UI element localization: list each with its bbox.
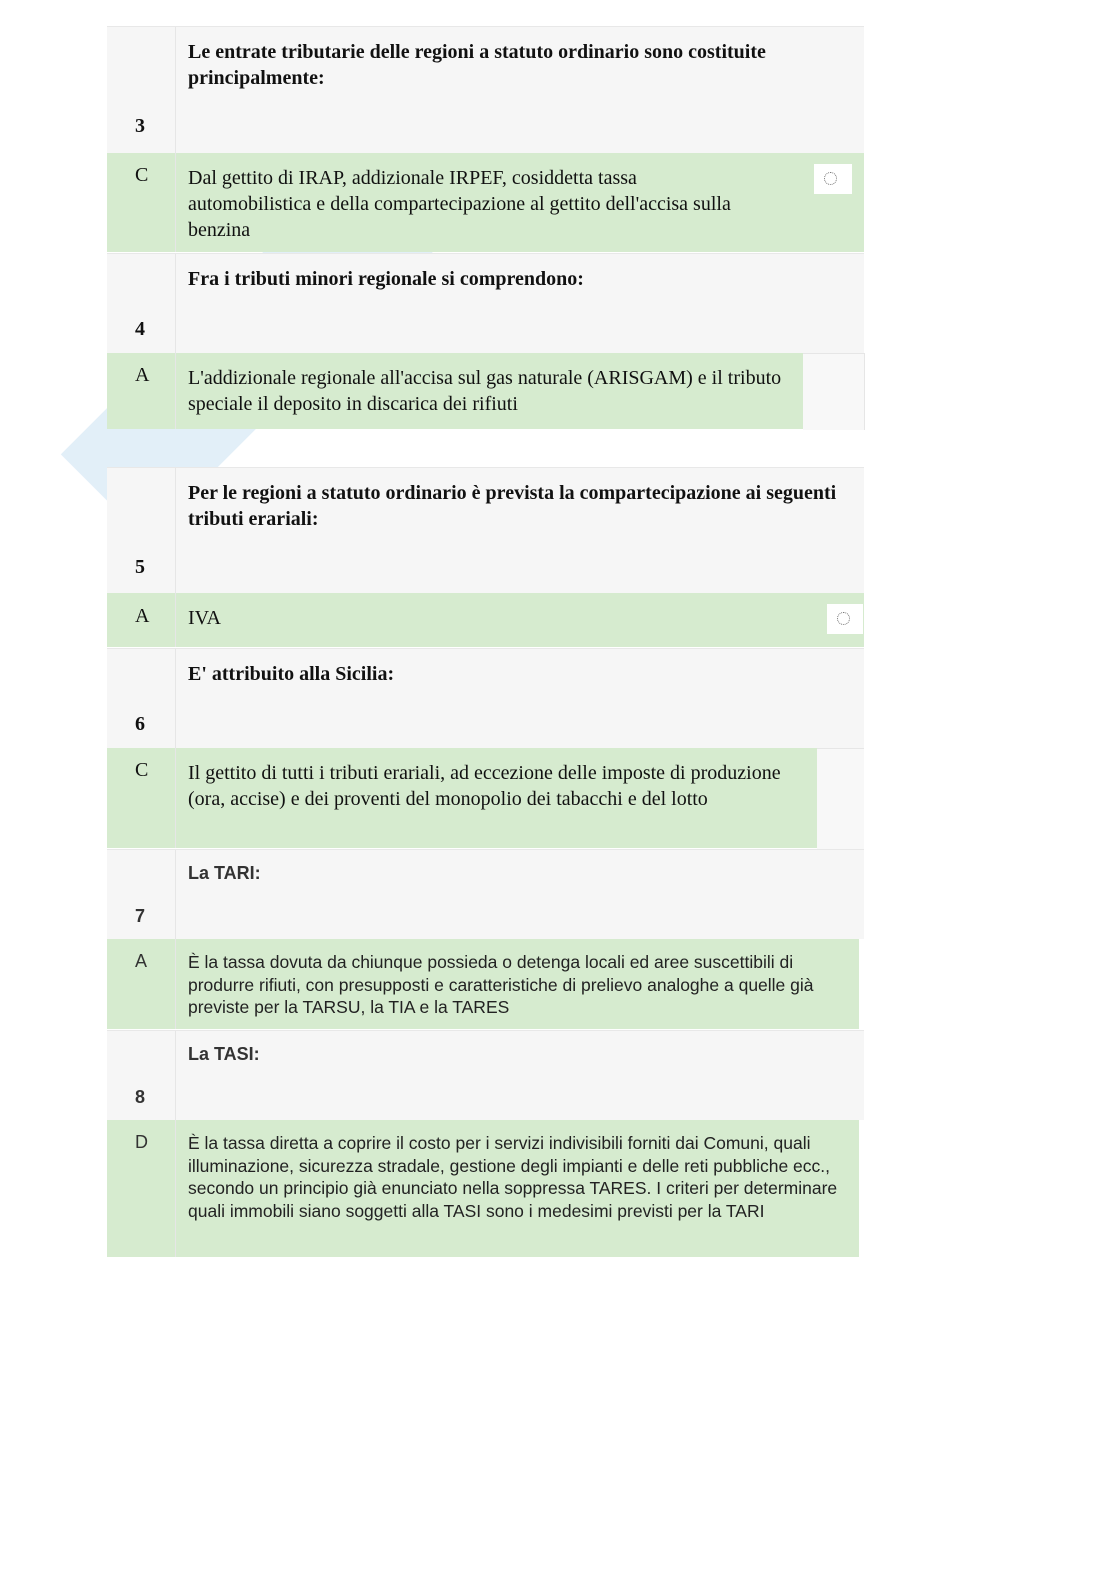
question-row [107,1030,864,1120]
answer-text: L'addizionale regionale all'accisa sul gas naturale (ARISGAM) e il tributo speciale il deposito in discarica dei rifiuti [188,367,782,415]
question-row [107,253,864,353]
question-text: La TASI: [188,1044,260,1064]
answer-letter: C [135,759,149,781]
question-number: 8 [135,1087,146,1107]
answer-row [107,593,864,647]
question-row [107,467,864,593]
radio-icon [824,172,837,185]
answer-text: IVA [188,607,221,629]
answer-letter: A [135,364,150,386]
question-number: 5 [135,556,145,578]
answer-radio[interactable] [814,164,852,194]
answer-text: Il gettito di tutti i tributi erariali, ad eccezione delle imposte di produzione (ora, accise) e dei proventi del monopolio dei tabacchi e del lotto [188,762,781,810]
question-text: La TARI: [188,863,261,883]
empty-cell [803,353,865,430]
answer-row [107,153,864,252]
question-text: Le entrate tributarie delle regioni a statuto ordinario sono costituite principalmente: [188,41,766,89]
answer-text: È la tassa diretta a coprire il costo per i servizi indivisibili forniti dai Comuni, quali illuminazione, sicurezza stradale, gestione degli impianti e delle reti pubbliche ecc., secondo un principio già enunciato nella soppressa TARES. I criteri per determinare quali immobili siano soggetti alla TASI sono i medesimi previsti per la TARI [188,1133,838,1221]
question-row [107,648,864,748]
answer-row [107,353,803,429]
answer-row [107,1120,859,1257]
answer-letter: D [135,1132,148,1152]
question-text: Fra i tributi minori regionale si comprendono: [188,268,584,290]
question-text: E' attribuito alla Sicilia: [188,663,395,685]
question-number: 3 [135,115,145,137]
question-row [107,26,864,153]
answer-text: Dal gettito di IRAP, addizionale IRPEF, cosiddetta tassa automobilistica e della compartecipazione al gettito dell'accisa sulla benzina [188,167,731,241]
answer-text: È la tassa dovuta da chiunque possieda o detenga locali ed aree suscettibili di produrre rifiuti, con presupposti e caratteristiche di prelievo analoghe a quelle già previste per la TARSU, la TIA e la TARES [188,952,814,1017]
radio-icon [837,612,850,625]
question-number: 7 [135,906,146,926]
answer-row [107,939,859,1029]
question-number: 4 [135,318,145,340]
question-number: 6 [135,713,145,735]
empty-cell [817,748,864,849]
answer-letter: C [135,164,149,186]
answer-letter: A [135,605,150,627]
question-row [107,849,864,939]
answer-radio[interactable] [827,604,863,634]
question-text: Per le regioni a statuto ordinario è prevista la compartecipazione ai seguenti tributi erariali: [188,482,837,530]
answer-row [107,748,817,848]
answer-letter: A [135,951,148,971]
